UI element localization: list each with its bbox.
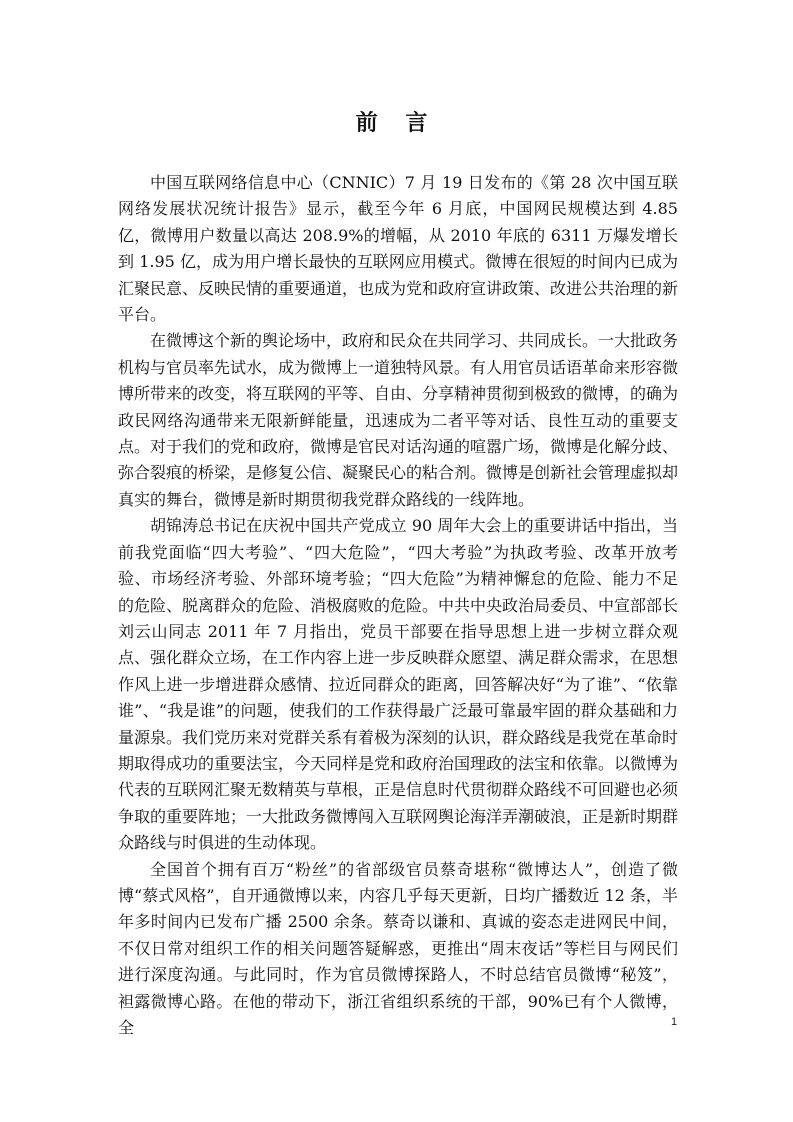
paragraph-mass-line: 胡锦涛总书记在庆祝中国共产党成立 90 周年大会上的重要讲话中指出，当前我党面临“四大考验”、“四大危险”，“四大考验”为执政考验、改革开放考验、市场经济考验、外部环境考验；“四大危险”为精神懈怠的危险、能力不足的危险、脱离群众的危险、消极腐败的危险。中共中央政治局委员、中宣部部长刘云山同志 2011 年 7 月指出，党员干部要在指导思想上进一步树立群众观点、强化群众立场，在工作内容上进一步反映群众愿望、满足群众需求，在思想作风上进一步增进群众感情、拉近同群众的距离，回答解决好“为了谁”、“依靠谁”、“我是谁”的问题，使我们的工作获得最广泛最可靠最牢固的群众基础和力量源泉。我们党历来对党群关系有着极为深刻的认识，群众路线是我党在革命时期取得成功的重要法宝，今天同样是党和政府治国理政的法宝和依靠。以微博为代表的互联网汇聚无数精英与草根，正是信息时代贯彻群众路线不可回避也必须争取的重要阵地；一大批政务微博闯入互联网舆论海洋弄潮破浪，正是新时期群众路线与时俱进的生动体现。 (118, 516, 679, 853)
paragraph-cnnic-report: 中国互联网络信息中心（CNNIC）7 月 19 日发布的《第 28 次中国互联网络发展状况统计报告》显示，截至今年 6 月底，中国网民规模达到 4.85 亿，微博用户数量以高达 208.9%的增幅，从 2010 年底的 6311 万爆发增长到 1.95 亿，成为用户增长最快的互联网应用模式。微博在很短的时间内已成为汇聚民意、反映民情的重要通道，也成为党和政府宣讲政策、改进公共治理的新平台。 (118, 173, 679, 325)
document-body (118, 170, 678, 1041)
paragraph-weibo-opinion-field: 在微博这个新的舆论场中，政府和民众在共同学习、共同成长。一大批政务机构与官员率先试水，成为微博上一道独特风景。有人用官员话语革命来形容微博所带来的改变，将互联网的平等、自由、分享精神贯彻到极致的微博，的确为政民网络沟通带来无限新鲜能量，迅速成为二者平等对话、良性互动的重要支点。对于我们的党和政府，微博是官民对话沟通的喧嚣广场，微博是化解分歧、弥合裂痕的桥梁，是修复公信、凝聚民心的粘合剂。微博是创新社会管理虚拟却真实的舞台，微博是新时期贯彻我党群众路线的一线阵地。 (118, 331, 679, 509)
page-title: 前 言 (355, 110, 438, 136)
page-number: 1 (670, 1016, 678, 1028)
paragraph-cai-qi: 全国首个拥有百万“粉丝”的省部级官员蔡奇堪称“微博达人”，创造了微博“蔡式风格”，自开通微博以来，内容几乎每天更新，日均广播数近 12 条，半年多时间内已发布广播 2500 余条。蔡奇以谦和、真诚的姿态走进网民中间，不仅日常对组织工作的相关问题答疑解惑，更推出“周末夜话”等栏目与网民们进行深度沟通。与此同时，作为官员微博探路人，不时总结官员微博“秘笈”，袒露微博心路。在他的带动下，浙江省组织系统的干部，90%已有个人微博，全 (118, 859, 678, 1037)
